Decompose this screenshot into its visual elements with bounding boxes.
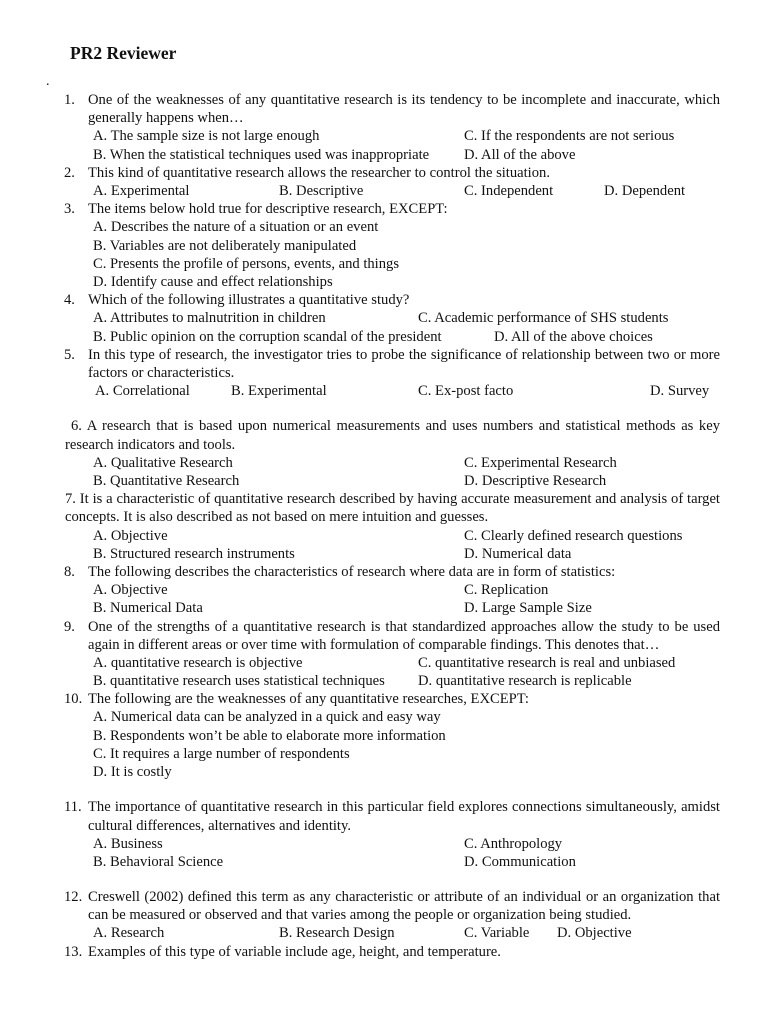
option-c: C. It requires a large number of respondents [93, 745, 350, 762]
option-b: B. Behavioral Science [93, 853, 224, 870]
question-text: Creswell (2002) defined this term as any characteristic or attribute of an individual or an organization that can be measured or observed and that varies among the people or organization being studied. [88, 889, 720, 924]
option-d: D. Objective [557, 925, 632, 942]
question-text: In this type of research, the investigator tries to probe the significance of relationship between two or more factors or characteristics. [88, 346, 720, 381]
option-c: C. Presents the profile of persons, events, and things [93, 255, 400, 272]
question-text: Which of the following illustrates a quantitative study? [88, 292, 410, 309]
question-number: 2. [64, 164, 75, 181]
option-c: C. Anthropology [464, 835, 563, 852]
option-row [0, 472, 768, 490]
option-row [0, 309, 768, 327]
question-8 [0, 563, 768, 581]
option-row [0, 853, 768, 871]
option-row [0, 182, 768, 200]
option-row [0, 328, 768, 346]
question-5 [0, 346, 768, 382]
option-b: B. Numerical Data [93, 600, 203, 617]
option-c: C. Clearly defined research questions [464, 527, 683, 544]
question-text: The importance of quantitative research in this particular field explores connections simultaneously, amidst cultural differences, alternatives and identity. [88, 799, 720, 834]
question-text: 7. It is a characteristic of quantitative research described by having accurate measurement and analysis of target concepts. It is also described as not based on mere intuition and guesses. [65, 491, 720, 526]
option-c: C. quantitative research is real and unbiased [418, 654, 676, 671]
option-b: B. Structured research instruments [93, 545, 295, 562]
option-b: B. Respondents won’t be able to elaborate more information [93, 727, 446, 744]
option-a: A. Correlational [95, 383, 190, 400]
question-10 [0, 690, 768, 708]
option-c: C. Ex-post facto [418, 383, 514, 400]
question-2 [0, 164, 768, 182]
option-d: D. Survey [650, 383, 710, 400]
option-a: A. Qualitative Research [93, 454, 233, 471]
option-row [0, 672, 768, 690]
question-11 [0, 798, 768, 834]
option-row [0, 527, 768, 545]
option-a: A. Business [93, 835, 163, 852]
question-text: One of the weaknesses of any quantitative research is its tendency to be incomplete and inaccurate, which generally happens when… [88, 92, 720, 127]
option-c: C. Replication [464, 582, 549, 599]
question-number: 12. [64, 889, 83, 906]
option-a: A. Numerical data can be analyzed in a quick and easy way [93, 709, 441, 726]
page-title: PR2 Reviewer [70, 43, 177, 63]
option-d: D. Identify cause and effect relationships [93, 273, 333, 290]
question-number: 4. [64, 292, 75, 309]
option-a: A. quantitative research is objective [93, 654, 303, 671]
question-6 [0, 417, 768, 453]
option-d: D. Dependent [604, 182, 686, 199]
option-row [0, 454, 768, 472]
option-d: D. quantitative research is replicable [418, 673, 632, 690]
question-text: The following describes the characteristics of research where data are in form of statistics: [88, 563, 616, 580]
option-b: B. quantitative research uses statistical techniques [93, 673, 385, 690]
question-1 [0, 91, 768, 127]
option-a: A. Objective [93, 582, 168, 599]
option-row [0, 654, 768, 672]
option-c: C. Academic performance of SHS students [418, 310, 669, 327]
option-row [0, 127, 768, 145]
option-a: A. Describes the nature of a situation or an event [93, 219, 379, 236]
question-number: 8. [64, 563, 75, 580]
option-a: A. Objective [93, 527, 168, 544]
question-number: 13. [64, 943, 83, 960]
option-d: D. Communication [464, 853, 576, 870]
option-b: B. Experimental [231, 383, 327, 400]
question-number: 10. [64, 691, 83, 708]
question-text: One of the strengths of a quantitative research is that standardized approaches allow the study to be used again in different areas or over time with formulation of comparable findings. This denotes that… [88, 618, 720, 653]
option-d: D. Large Sample Size [464, 600, 592, 617]
question-number: 5. [64, 346, 75, 363]
option-c: C. If the respondents are not serious [464, 128, 675, 145]
question-3 [0, 200, 768, 218]
option-b: B. When the statistical techniques used was inappropriate [93, 146, 430, 163]
question-9 [0, 618, 768, 654]
option-row [0, 545, 768, 563]
stray-bullet: . [46, 74, 50, 89]
question-text: The items below hold true for descriptive research, EXCEPT: [88, 201, 448, 218]
option-d: D. Numerical data [464, 545, 572, 562]
spacer [0, 400, 768, 417]
option-c: C. Independent [464, 182, 554, 199]
question-7 [0, 490, 768, 526]
question-text: This kind of quantitative research allows the researcher to control the situation. [88, 164, 550, 181]
option-b: B. Research Design [279, 925, 395, 942]
option-d: D. Descriptive Research [464, 472, 607, 489]
option-row [0, 581, 768, 599]
option-c: C. Variable [464, 925, 530, 942]
option-a: A. Experimental [93, 182, 190, 199]
spacer [0, 781, 768, 798]
option-row [0, 146, 768, 164]
option-a: A. Attributes to malnutrition in children [93, 310, 326, 327]
option-b: B. Descriptive [279, 182, 364, 199]
question-list [0, 91, 768, 961]
option-row [0, 599, 768, 617]
option-b: B. Variables are not deliberately manipulated [93, 237, 357, 254]
question-12 [0, 888, 768, 924]
option-d: D. All of the above [464, 146, 576, 163]
question-number: 11. [64, 799, 82, 816]
question-number: 3. [64, 201, 75, 218]
question-4 [0, 291, 768, 309]
option-b: B. Public opinion on the corruption scandal of the president [93, 328, 442, 345]
question-text: 6. A research that is based upon numerical measurements and uses numbers and statistical methods as key research indicators and tools. [65, 418, 720, 453]
option-row [0, 382, 768, 400]
option-a: A. The sample size is not large enough [93, 128, 320, 145]
option-b: B. Quantitative Research [93, 472, 240, 489]
question-text: Examples of this type of variable include age, height, and temperature. [88, 943, 501, 960]
spacer [0, 871, 768, 888]
option-row [0, 924, 768, 942]
option-c: C. Experimental Research [464, 454, 617, 471]
question-text: The following are the weaknesses of any quantitative researches, EXCEPT: [88, 691, 529, 708]
option-a: A. Research [93, 925, 165, 942]
option-row [0, 835, 768, 853]
option-d: D. All of the above choices [494, 328, 653, 345]
question-number: 1. [64, 92, 75, 108]
option-d: D. It is costly [93, 764, 172, 781]
question-number: 9. [64, 618, 75, 635]
question-13 [0, 943, 768, 961]
